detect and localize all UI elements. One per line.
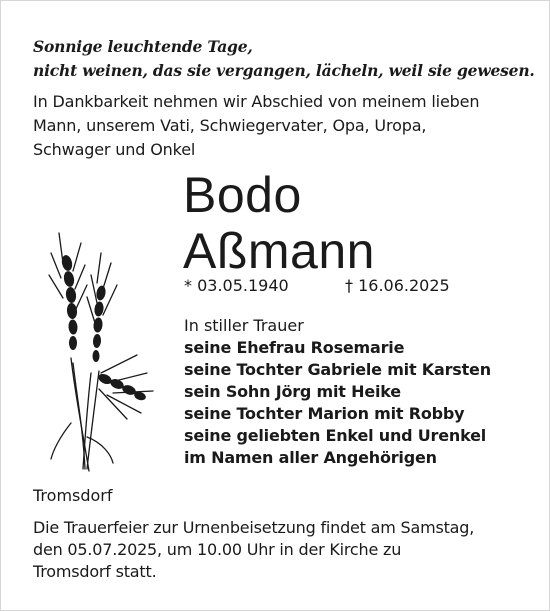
motto-line: nicht weinen, das sie vergangen, lächeln, weil sie gewesen. — [33, 61, 535, 80]
deceased-name — [183, 167, 375, 279]
intro-text — [33, 90, 523, 162]
service-line: Die Trauerfeier zur Urnenbeisetzung findet am Samstag, — [33, 518, 475, 537]
intro-line: Schwager und Onkel — [33, 140, 196, 159]
mourner-line: im Namen aller Angehörigen — [184, 448, 437, 467]
motto-line: Sonnige leuchtende Tage, — [33, 37, 253, 56]
first-name: Bodo — [183, 167, 302, 223]
intro-line: In Dankbarkeit nehmen wir Abschied von meinem lieben — [33, 92, 480, 111]
place-name: Tromsdorf — [33, 486, 113, 505]
funeral-service-info — [33, 517, 474, 583]
birth-date: * 03.05.1940 — [184, 276, 289, 295]
last-name: Aßmann — [183, 223, 375, 279]
mourner-line: sein Sohn Jörg mit Heike — [184, 382, 401, 401]
intro-line: Mann, unserem Vati, Schwiegervater, Opa, Uropa, — [33, 116, 427, 135]
death-date: † 16.06.2025 — [345, 276, 450, 295]
mourners-heading: In stiller Trauer — [184, 316, 304, 335]
mourner-line: seine geliebten Enkel und Urenkel — [184, 426, 487, 445]
mourners-list — [184, 315, 491, 469]
service-line: den 05.07.2025, um 10.00 Uhr in der Kirche zu — [33, 540, 402, 559]
motto-verse — [33, 35, 535, 83]
mourner-line: seine Ehefrau Rosemarie — [184, 338, 405, 357]
wheat-ears-icon — [41, 223, 161, 473]
mourner-line: seine Tochter Marion mit Robby — [184, 404, 465, 423]
mourner-line: seine Tochter Gabriele mit Karsten — [184, 360, 491, 379]
service-line: Tromsdorf statt. — [33, 562, 157, 581]
